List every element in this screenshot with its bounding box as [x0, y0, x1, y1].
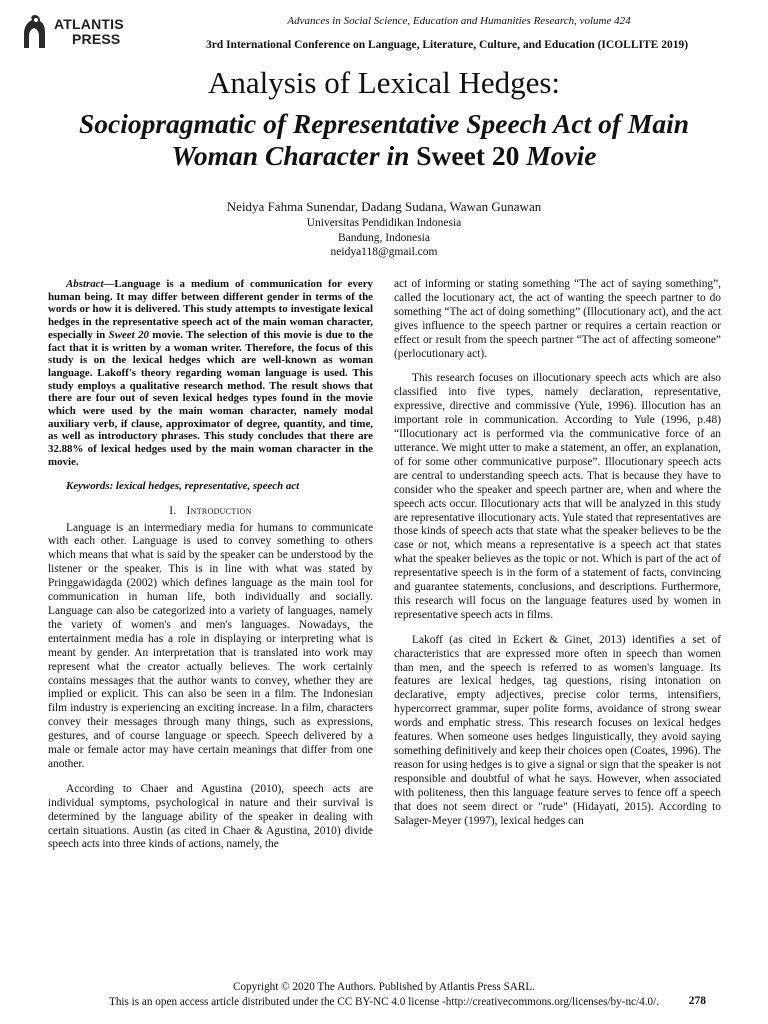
section-heading: [48, 504, 373, 518]
affiliation: [0, 216, 768, 260]
section-number: I.: [169, 504, 177, 517]
right-column: [394, 278, 721, 839]
paragraph: Language is an intermediary media for humans to communicate with each other. Language is used to convey something to others which means that what is said by the speaker can be understood by the listener or the speaker. This is in line with what was stated by Pringgawidagda (2002) which defines language as the main tool for communication in human life, both individually and socially. Language can also be categorized into a variety of languages, namely the variety of women's and men's languages. Nowadays, the entertainment media has a role in displaying or interpreting what is meant by gender. An interpretation that is translated into work may represent what the creator actually believes. The work certainly contains messages that the author wants to convey, whether they are implied or explicit. This can also be seen in a film. The Indonesian film industry is experiencing an exciting increase. In a film, characters convey their messages through many things, such as expressions, gestures, and of course language or speech. Speech delivered by a male or female actor may have certain meanings that differ from one another.: [48, 521, 373, 770]
abstract: [48, 278, 373, 469]
abstract-text-1: Language is a medium of communication for every human being. It may differ between different gender in terms of the words or how it is delivered. This study attempts to investigate lexical hedges in the representative speech act of the main woman character, especially in: [48, 278, 373, 341]
paper-subtitle: [40, 108, 728, 172]
abstract-film: Sweet 20: [108, 328, 149, 341]
abstract-label: Abstract: [66, 278, 104, 290]
subtitle-part-1: Sociopragmatic of Representative Speech Act of Main Woman Character in: [78, 108, 690, 171]
email: neidya118@gmail.com: [330, 246, 438, 258]
copyright: Copyright © 2020 The Authors. Published by Atlantis Press SARL.: [233, 981, 535, 993]
page-footer: [0, 980, 768, 1010]
publisher-logo: [18, 14, 130, 50]
license: This is an open access article distributed under the CC BY-NC 4.0 license -http://creativecommons.org/licenses/by-nc/4.0/.: [108, 996, 660, 1008]
logo-line-2: PRESS: [72, 31, 121, 47]
journal-series: Advances in Social Science, Education and Humanities Research, volume 424: [287, 15, 631, 27]
city: Bandung, Indonesia: [338, 231, 430, 244]
abstract-text-2: movie. The selection of this movie is due to the fact that it is written by a woman writer. Therefore, the focus of this study is on the lexical hedges which are well-known as woman language. Lakoff's theory regarding woman language is used. This study employs a qualitative research method. The result shows that there are four out of seven lexical hedges types found in the movie which were used by the main woman character, namely modal auxiliary verb, if clause, approximator of degree, quantity, and time, as well as introductory phrases. This study concludes that there are 32.88% of lexical hedges used by the main woman character in the movie.: [48, 328, 374, 468]
subtitle-part-3: Movie: [519, 140, 597, 171]
page-number: 278: [688, 995, 706, 1007]
paper-title: Analysis of Lexical Hedges:: [207, 65, 561, 100]
keywords: Keywords: lexical hedges, representative, speech act: [66, 479, 300, 492]
paragraph: According to Chaer and Agustina (2010), speech acts are individual symptoms, psychological in nature and their survival is determined by the language ability of the speaker in dealing with certain situations. Austin (as cited in Chaer & Agustina, 2010) divide speech acts into three kinds of actions, namely, the: [48, 782, 373, 851]
paragraph: This research focuses on illocutionary speech acts which are also classified into five types, namely declaration, representative, expressive, directive and commissive (Yule, 1996). Illocution has an important role in communication. According to Yule (1996, p.48) “Illocutionary act is performed via the communicative force of an utterance. We might utter to make a statement, an offer, an explanation, of for some other communicative purpose”. Illocutionary speech acts are central to understanding speech acts. That is because they have to consider who the speaker and speech partner are, when and where the speech acts occur. Illocutionary acts that will be analyzed in this study are representative illocutionary acts. Yule stated that representatives are those kinds of speech acts that state what the speaker believes to be the case or not, which means a representative is a speech act that states what the speaker believes as the topic or not. Which is part of the act of representative speech is in the form of a statement of facts, convincing and guarantee statements, conclusions, and descriptions. Furthermore, this research will focus on the language features used by women in representative speech acts in films.: [394, 372, 721, 621]
section-title: Introduction: [186, 504, 252, 517]
logo-line-1: ATLANTIS: [54, 16, 124, 32]
atlantis-logo-icon: [18, 14, 48, 50]
subtitle-film-name: Sweet 20: [416, 140, 520, 171]
conference-name: 3rd International Conference on Language, Literature, Culture, and Education (ICOLLITE 2019): [205, 39, 689, 51]
left-column: [48, 278, 373, 863]
abstract-dash: —: [103, 278, 115, 290]
paragraph: act of informing or stating something “The act of saying something”, called the locutionary act, the act of wanting the speech partner to do something “The act of doing something” (Illocutionary act), and the act gives influence to the speech partner or requires a certain reaction or effect or result from the speech partner “The act of affecting someone” (perlocutionary act).: [394, 278, 721, 360]
author-list: Neidya Fahma Sunendar, Dadang Sudana, Wawan Gunawan: [226, 199, 542, 214]
paragraph: Lakoff (as cited in Eckert & Ginet, 2013) identifies a set of characteristics that are expressed more often in speech than women than men, and the speech is referred to as women's language. Its features are lexical hedges, tag questions, rising intonation on declarative, empty adjectives, precise color terms, intensifiers, hypercorrect grammar, super polite forms, avoidance of strong swear words and emphatic stress. This research focuses on lexical hedges features. When someone uses hedges linguistically, they avoid saying something definitively and keep their choices open (Coates, 1996). The reason for using hedges is to give a signal or sign that the speaker is not responsible and doubtful of what he says. However, when associated with politeness, then this language feature serves to fence off a speech that does not seem direct or "rude" (Hidayati, 2015). According to Salager-Meyer (1997), lexical hedges can: [394, 633, 721, 827]
institution: Universitas Pendidikan Indonesia: [306, 217, 462, 229]
